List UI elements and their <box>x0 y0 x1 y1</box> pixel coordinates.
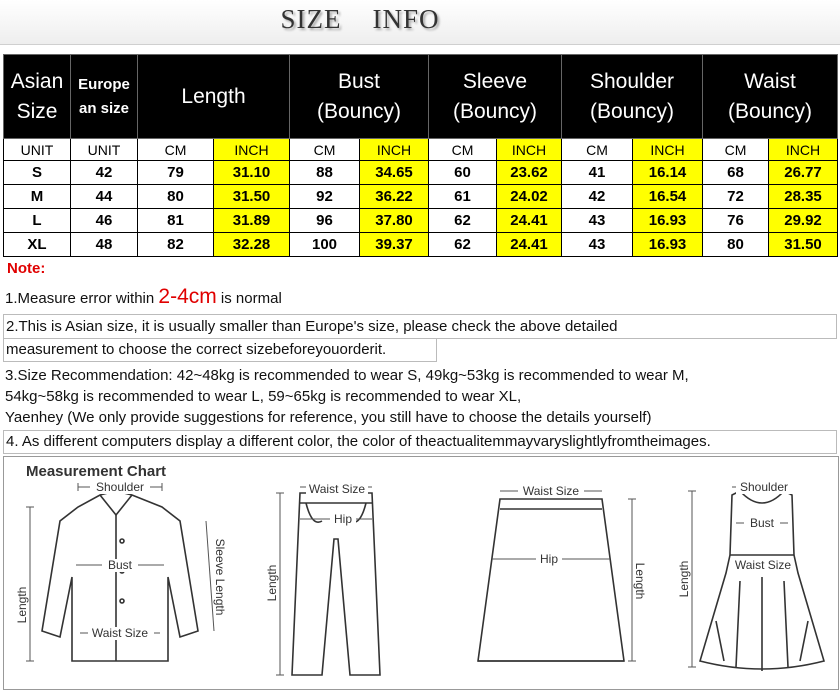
sleeve-cm-cell: 60 <box>429 161 497 185</box>
header-asian-size: Asian Size <box>4 55 71 139</box>
note-line-2a: 2.This is Asian size, it is usually smaller than Europe's size, please check the above detailed <box>3 314 837 339</box>
unit-cell: INCH <box>633 139 703 161</box>
shoulder-cm-cell: 41 <box>562 161 633 185</box>
sleeve-inch-cell: 24.02 <box>497 185 562 209</box>
pants-length-label: Length <box>265 564 279 602</box>
waist-cm-cell: 68 <box>703 161 769 185</box>
shirt-bust-label: Bust <box>107 558 133 572</box>
shirt-shoulder-label: Shoulder <box>95 480 145 494</box>
shirt-length-label: Length <box>15 586 29 624</box>
header-europe-size: Europe an size <box>71 55 138 139</box>
waist-cm-cell: 76 <box>703 209 769 233</box>
length-inch-cell: 31.10 <box>214 161 290 185</box>
waist-inch-cell: 31.50 <box>769 233 838 257</box>
bust-inch-cell: 39.37 <box>360 233 429 257</box>
bust-inch-cell: 37.80 <box>360 209 429 233</box>
table-row <box>4 209 838 233</box>
shoulder-inch-cell: 16.93 <box>633 209 703 233</box>
waist-inch-cell: 29.92 <box>769 209 838 233</box>
header-waist: Waist (Bouncy) <box>703 55 838 139</box>
unit-cell: CM <box>290 139 360 161</box>
length-cm-cell: 80 <box>138 185 214 209</box>
header-shoulder: Shoulder (Bouncy) <box>562 55 703 139</box>
bust-inch-cell: 34.65 <box>360 161 429 185</box>
header-row <box>4 55 838 139</box>
note-line-1: 1.Measure error within 2-4cm is normal <box>5 285 282 308</box>
unit-cell: INCH <box>360 139 429 161</box>
sleeve-inch-cell: 23.62 <box>497 161 562 185</box>
note-line-3b: 54kg~58kg is recommended to wear L, 59~65kg is recommended to wear XL, <box>5 388 522 405</box>
bust-cm-cell: 96 <box>290 209 360 233</box>
note-line-2b: measurement to choose the correct sizebeforeyouorderit. <box>3 339 437 362</box>
table-row <box>4 161 838 185</box>
banner-title: SIZE INFO <box>280 4 440 34</box>
unit-cell: CM <box>562 139 633 161</box>
unit-cell: UNIT <box>4 139 71 161</box>
size-cell: S <box>4 161 71 185</box>
note-title: Note: <box>7 260 46 277</box>
europe-size-cell: 46 <box>71 209 138 233</box>
shoulder-cm-cell: 42 <box>562 185 633 209</box>
unit-cell: INCH <box>769 139 838 161</box>
table-row <box>4 185 838 209</box>
size-table <box>3 54 838 257</box>
measurement-chart <box>3 456 839 690</box>
length-cm-cell: 79 <box>138 161 214 185</box>
unit-cell: UNIT <box>71 139 138 161</box>
pants-waist-label: Waist Size <box>308 482 366 496</box>
waist-inch-cell: 26.77 <box>769 161 838 185</box>
shoulder-cm-cell: 43 <box>562 233 633 257</box>
unit-cell: CM <box>429 139 497 161</box>
europe-size-cell: 48 <box>71 233 138 257</box>
length-cm-cell: 82 <box>138 233 214 257</box>
unit-cell: INCH <box>497 139 562 161</box>
pants-hip-label: Hip <box>333 512 353 526</box>
dress-waist-label: Waist Size <box>734 558 792 572</box>
dress-length-label: Length <box>677 560 691 598</box>
note-line-3c: Yaenhey (We only provide suggestions for reference, you still have to choose the details yourself) <box>5 409 652 426</box>
shoulder-cm-cell: 43 <box>562 209 633 233</box>
sleeve-cm-cell: 62 <box>429 209 497 233</box>
sleeve-inch-cell: 24.41 <box>497 233 562 257</box>
size-cell: M <box>4 185 71 209</box>
shirt-diagram <box>12 481 227 687</box>
note-line-4: 4. As different computers display a different color, the color of theactualitemmayvaryslightlyfromtheimages. <box>3 430 837 454</box>
skirt-diagram <box>474 483 647 687</box>
length-inch-cell: 31.89 <box>214 209 290 233</box>
bust-cm-cell: 92 <box>290 185 360 209</box>
pants-diagram <box>260 483 390 687</box>
waist-cm-cell: 80 <box>703 233 769 257</box>
bust-cm-cell: 88 <box>290 161 360 185</box>
size-cell: XL <box>4 233 71 257</box>
header-sleeve: Sleeve (Bouncy) <box>429 55 562 139</box>
chart-title: Measurement Chart <box>26 463 167 480</box>
waist-inch-cell: 28.35 <box>769 185 838 209</box>
waist-cm-cell: 72 <box>703 185 769 209</box>
skirt-hip-label: Hip <box>539 552 559 566</box>
europe-size-cell: 44 <box>71 185 138 209</box>
shoulder-inch-cell: 16.54 <box>633 185 703 209</box>
skirt-length-label: Length <box>633 562 647 600</box>
dress-bust-label: Bust <box>749 516 775 530</box>
shoulder-inch-cell: 16.14 <box>633 161 703 185</box>
note-line-3a: 3.Size Recommendation: 42~48kg is recommended to wear S, 49kg~53kg is recommended to wear M, <box>5 367 689 384</box>
unit-cell: CM <box>138 139 214 161</box>
header-length: Length <box>138 55 290 139</box>
sleeve-cm-cell: 61 <box>429 185 497 209</box>
notes-section <box>3 258 837 454</box>
length-inch-cell: 31.50 <box>214 185 290 209</box>
europe-size-cell: 42 <box>71 161 138 185</box>
bust-inch-cell: 36.22 <box>360 185 429 209</box>
sleeve-cm-cell: 62 <box>429 233 497 257</box>
shirt-sleeve-label: Sleeve Length <box>213 538 227 616</box>
length-cm-cell: 81 <box>138 209 214 233</box>
header-bust: Bust (Bouncy) <box>290 55 429 139</box>
shoulder-inch-cell: 16.93 <box>633 233 703 257</box>
table-row <box>4 233 838 257</box>
skirt-waist-label: Waist Size <box>522 484 580 498</box>
length-inch-cell: 32.28 <box>214 233 290 257</box>
sleeve-inch-cell: 24.41 <box>497 209 562 233</box>
size-cell: L <box>4 209 71 233</box>
error-range: 2-4cm <box>158 285 217 308</box>
title-banner <box>0 0 840 45</box>
unit-cell: CM <box>703 139 769 161</box>
unit-cell: INCH <box>214 139 290 161</box>
bust-cm-cell: 100 <box>290 233 360 257</box>
shirt-waist-label: Waist Size <box>91 626 149 640</box>
dress-shoulder-label: Shoulder <box>739 480 789 494</box>
dress-diagram <box>677 480 830 687</box>
unit-row <box>4 139 838 161</box>
